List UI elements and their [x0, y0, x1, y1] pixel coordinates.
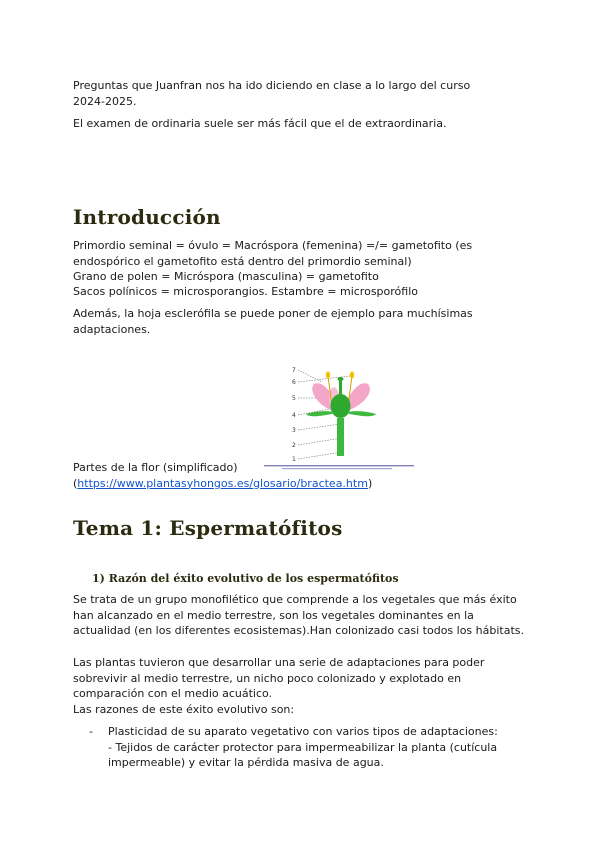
subsection-title-razon-exito: 1) Razón del éxito evolutivo de los espermatófitos: [92, 572, 399, 585]
flower-label: 2: [292, 442, 296, 449]
stigma: [338, 377, 344, 381]
intro-line-2: El examen de ordinaria suele ser más fácil que el de extraordinaria.: [73, 117, 447, 130]
sepal-right: [348, 411, 376, 416]
definition-primordio: Primordio seminal = óvulo = Macróspora (femenina) =/= gametofito (es endospórico el gametofito está dentro del primordio seminal): [73, 239, 473, 268]
paragraph-grupo-monofiletico: Se trata de un grupo monofilético que comprende a los vegetales que más éxito han alcanzado en el medio terrestre, son los vegetales dominantes en la actualidad (en los diferentes ecosistemas).Han colonizado casi todos los hábitats.: [73, 593, 525, 637]
intro-line-1: Preguntas que Juanfran nos ha ido diciendo en clase a lo largo del curso 2024-2025.: [73, 79, 471, 108]
section-title-tema1: Tema 1: Espermatófitos: [73, 516, 343, 540]
flower-shape: [306, 372, 376, 457]
anther: [350, 372, 354, 379]
section-title-introduccion: Introducción: [73, 205, 221, 229]
paragraph-razones: Las razones de este éxito evolutivo son:: [73, 703, 295, 716]
stem: [337, 418, 344, 456]
figure-caption: Partes de la flor (simplificado) (https://www.plantasyhongos.es/glosario/bractea.htm): [73, 461, 373, 490]
flower-part-labels: [292, 367, 296, 463]
definition-grano-polen: Grano de polen = Micróspora (masculina) = gametofito: [73, 270, 379, 283]
figure-source-link[interactable]: https://www.plantasyhongos.es/glosario/bractea.htm: [77, 476, 368, 490]
flower-label: 7: [292, 367, 296, 374]
flower-diagram: [262, 362, 422, 472]
bullet-plasticidad-subitem: - Tejidos de carácter protector para impermeabilizar la planta (cutícula impermeable) y evitar la pérdida masiva de agua.: [108, 740, 498, 769]
flower-label: 3: [292, 427, 296, 434]
note-hoja-esclerofila: Además, la hoja esclerófila se puede poner de ejemplo para muchísimas adaptaciones.: [73, 307, 473, 336]
flower-label: 1: [292, 456, 296, 463]
flower-label: 5: [292, 395, 296, 402]
sepal-left: [306, 411, 334, 416]
bullet-plasticidad-text: Plasticidad de su aparato vegetativo con varios tipos de adaptaciones:: [108, 725, 498, 738]
bullet-plasticidad: [108, 724, 528, 771]
figure-caption-text: Partes de la flor (simplificado): [73, 461, 238, 474]
anther: [326, 372, 330, 379]
flower-label: 4: [292, 412, 296, 419]
paragraph-adaptaciones: Las plantas tuvieron que desarrollar una serie de adaptaciones para poder sobrevivir al medio terrestre, un nicho poco colonizado y explotado en comparación con el medio acuático.: [73, 656, 485, 700]
bullet-marker: -: [89, 725, 93, 738]
ovary: [331, 394, 351, 418]
flower-label: 6: [292, 379, 296, 386]
definition-sacos-polinicos: Sacos polínicos = microsporangios. Estambre = microsporófilo: [73, 285, 418, 298]
